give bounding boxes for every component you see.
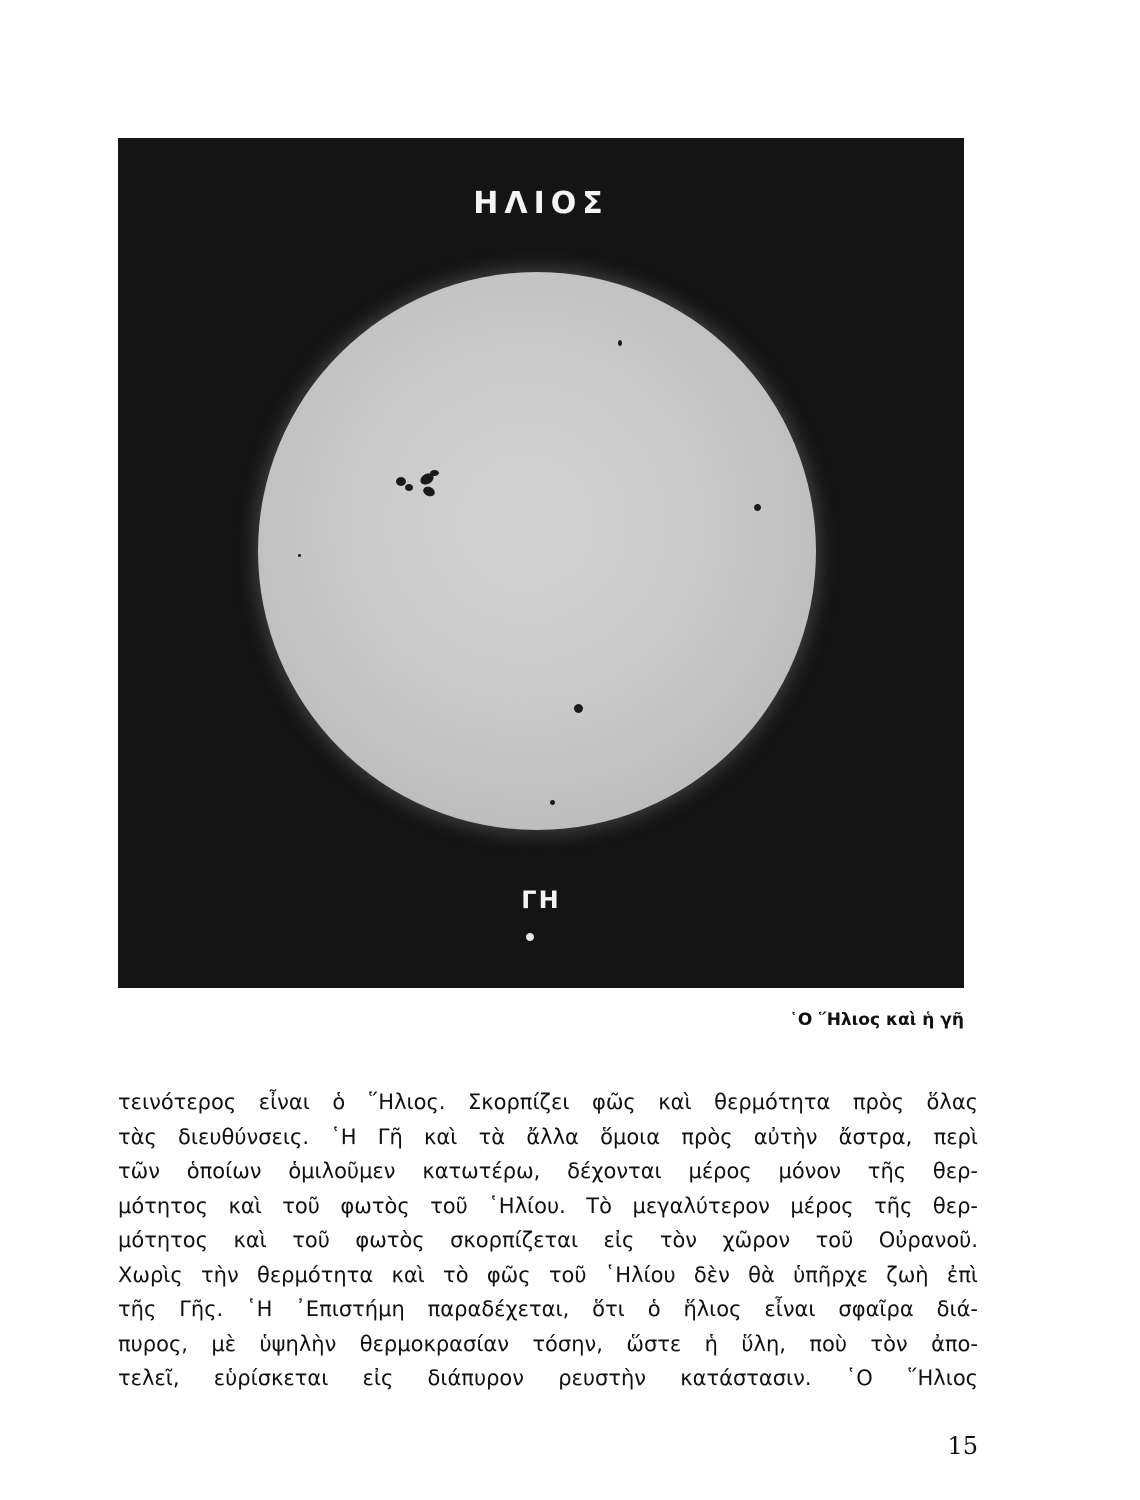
sunspot: [618, 340, 622, 346]
sunspot: [298, 554, 301, 557]
sun-photograph: [118, 138, 964, 988]
text-line: μότητος καὶ τοῦ φωτὸς τοῦ ῾Ηλίου. Τὸ μεγαλύτερον μέρος τῆς θερ-: [118, 1193, 978, 1218]
page-number: 15: [947, 1432, 978, 1460]
photo-title: ΗΛΙΟΣ: [473, 186, 609, 221]
text-line: Χωρὶς τὴν θερμότητα καὶ τὸ φῶς τοῦ ῾Ηλίου δὲν θὰ ὑπῆρχε ζωὴ ἐπὶ: [118, 1262, 978, 1287]
text-line: τεινότερος εἶναι ὁ ῞Ηλιος. Σκορπίζει φῶς καὶ θερμότητα πρὸς ὅλας: [118, 1090, 978, 1114]
body-paragraph: [118, 1085, 978, 1396]
text-line: τῶν ὁποίων ὁμιλοῦμεν κατωτέρω, δέχονται μέρος μόνον τῆς θερ-: [118, 1159, 978, 1183]
figure-caption: ῾Ο ῞Ηλιος καὶ ἡ γῆ: [789, 1010, 964, 1030]
sunspot: [396, 477, 406, 486]
text-line: μότητος καὶ τοῦ φωτὸς σκορπίζεται εἰς τὸν χῶρον τοῦ Οὐρανοῦ.: [118, 1228, 978, 1252]
text-line: τελεῖ, εὑρίσκεται εἰς διάπυρον ρευστὴν κατάστασιν. ῾Ο ῞Ηλιος: [118, 1366, 978, 1390]
text-line: τῆς Γῆς. ῾Η ᾿Επιστήμη παραδέχεται, ὅτι ὁ ἥλιος εἶναι σφαῖρα διά-: [118, 1297, 978, 1321]
text-line: πυρος, μὲ ὑψηλὴν θερμοκρασίαν τόσην, ὥστε ἡ ὕλη, ποὺ τὸν ἀπο-: [118, 1331, 978, 1356]
sun-disc: [258, 272, 816, 830]
earth-label: ΓΗ: [521, 886, 561, 914]
sunspot: [754, 504, 761, 511]
sunspot: [422, 485, 437, 498]
text-line: τὰς διευθύνσεις. ῾Η Γῆ καὶ τὰ ἄλλα ὅμοια πρὸς αὐτὴν ἄστρα, περὶ: [118, 1124, 978, 1149]
sunspot: [550, 800, 555, 805]
sunspot: [405, 484, 413, 491]
sunspot: [430, 470, 439, 476]
sunspot: [574, 704, 583, 713]
earth-dot: [526, 933, 534, 941]
